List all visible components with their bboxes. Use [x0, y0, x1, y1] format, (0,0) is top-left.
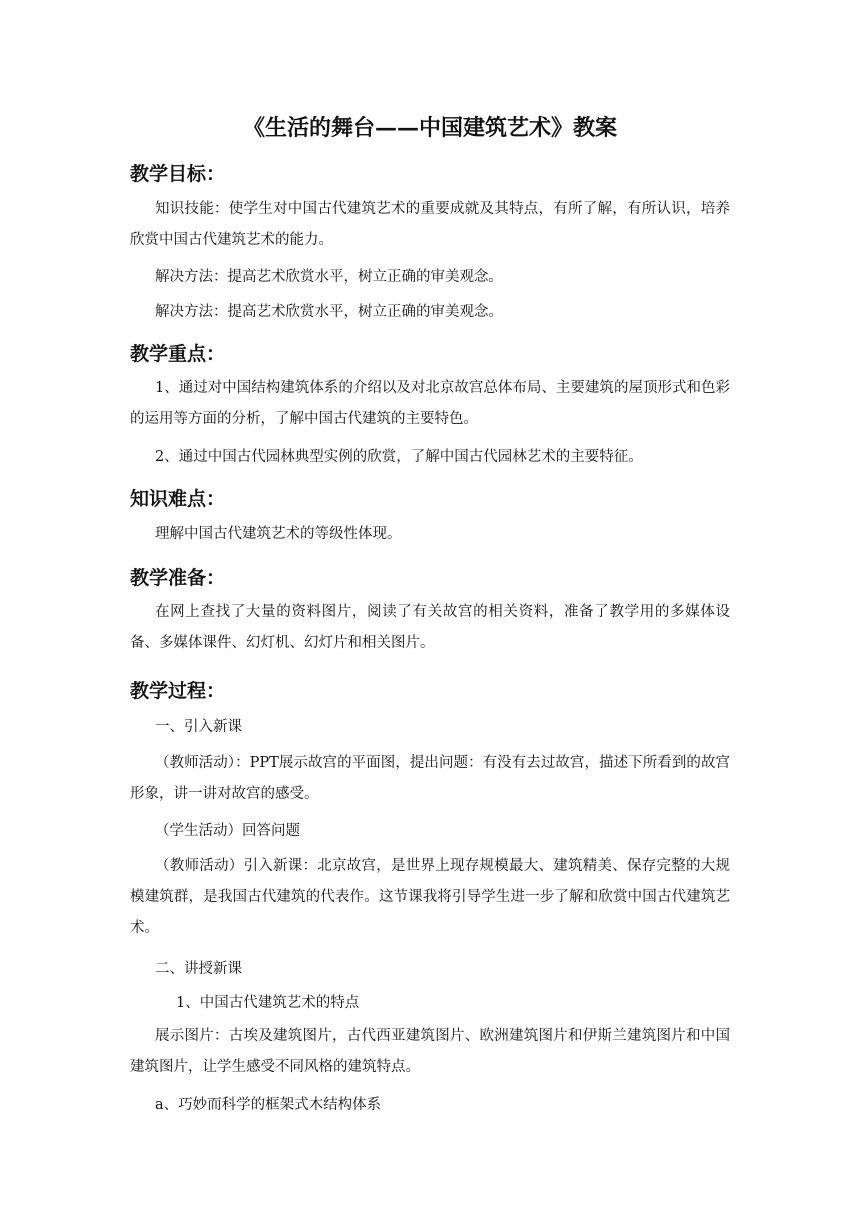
- heading-preparation: 教学准备：: [130, 567, 226, 589]
- heading-key-points: 教学重点：: [130, 343, 226, 365]
- heading-teaching-objectives: 教学目标：: [130, 163, 226, 185]
- process-show-pictures: 展示图片：古埃及建筑图片，古代西亚建筑图片、欧洲建筑图片和伊斯兰建筑图片和中国建筑图片，让学生感受不同风格的建筑特点。: [130, 1028, 730, 1075]
- document-title: 《生活的舞台——中国建筑艺术》教案: [242, 115, 617, 141]
- key-points-paragraph-1: 1、通过对中国结构建筑体系的介绍以及对北京故宫总体布局、主要建筑的屋顶形式和色彩的运用等方面的分析，了解中国古代建筑的主要特色。: [130, 380, 730, 427]
- objectives-paragraph-1: 知识技能：使学生对中国古代建筑艺术的重要成就及其特点，有所了解，有所认识，培养欣赏中国古代建筑艺术的能力。: [130, 201, 730, 248]
- heading-teaching-process: 教学过程：: [130, 680, 226, 702]
- process-student-activity: （学生活动）回答问题: [155, 823, 300, 839]
- process-point-a: a、巧妙而科学的框架式木结构体系: [155, 1097, 382, 1113]
- difficulties-paragraph-1: 理解中国古代建筑艺术的等级性体现。: [155, 526, 402, 542]
- process-step-intro: 一、引入新课: [155, 719, 242, 735]
- process-teacher-activity-2: （教师活动）引入新课：北京故宫，是世界上现存规模最大、建筑精美、保存完整的大规模建筑群，是我国古代建筑的代表作。这节课我将引导学生进一步了解和欣赏中国古代建筑艺术。: [130, 858, 730, 936]
- objectives-paragraph-2: 解决方法：提高艺术欣赏水平，树立正确的审美观念。: [155, 269, 503, 285]
- objectives-paragraph-3: 解决方法：提高艺术欣赏水平，树立正确的审美观念。: [155, 304, 503, 320]
- key-points-paragraph-2: 2、通过中国古代园林典型实例的欣赏，了解中国古代园林艺术的主要特征。: [155, 449, 643, 465]
- process-step-new-lesson: 二、讲授新课: [155, 961, 242, 977]
- preparation-paragraph-1: 在网上查找了大量的资料图片，阅读了有关故宫的相关资料，准备了教学用的多媒体设备、多媒体课件、幻灯机、幻灯片和相关图片。: [130, 604, 730, 651]
- heading-difficulties: 知识难点：: [130, 488, 226, 510]
- process-teacher-activity-1: （教师活动）：PPT展示故宫的平面图，提出问题：有没有去过故宫，描述下所看到的故宫形象，讲一讲对故宫的感受。: [130, 755, 730, 802]
- process-subtopic-1: 1、中国古代建筑艺术的特点: [176, 995, 360, 1011]
